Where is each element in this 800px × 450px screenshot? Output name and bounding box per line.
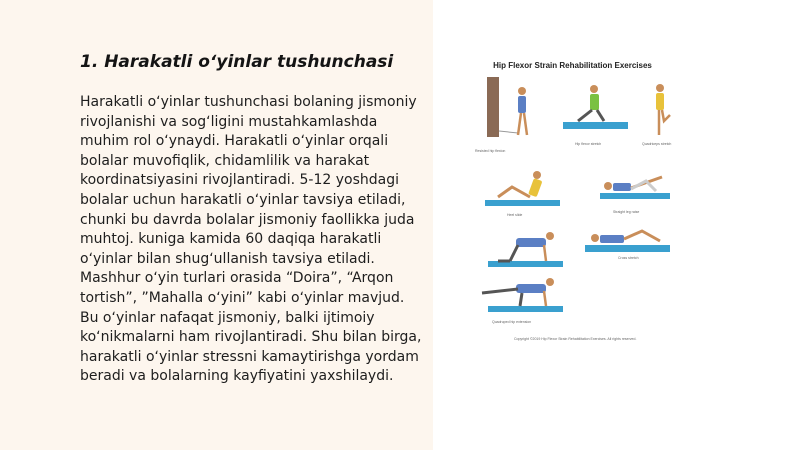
exercise-illustrations bbox=[470, 55, 705, 345]
arm-icon bbox=[544, 291, 546, 306]
caption-hip-flexor-stretch: Hip flexor stretch bbox=[575, 142, 602, 146]
caption-quadriceps-stretch: Quadriceps stretch bbox=[642, 142, 672, 146]
leg-icon bbox=[510, 245, 518, 261]
figure-title: Hip Flexor Strain Rehabilitation Exercises bbox=[493, 61, 652, 70]
resistance-band-icon bbox=[499, 131, 518, 133]
exercise-mat-icon bbox=[485, 200, 560, 206]
illustration-quadruped bbox=[488, 232, 563, 267]
torso-icon bbox=[656, 93, 664, 110]
illustration-heel-slide bbox=[485, 171, 560, 206]
illustration-resisted-hip-flexion bbox=[487, 77, 527, 137]
caption-cross-stretch: Cross stretch bbox=[618, 256, 639, 260]
torso-icon bbox=[528, 178, 542, 197]
leg-icon bbox=[578, 110, 592, 121]
torso-icon bbox=[613, 183, 631, 191]
head-icon bbox=[604, 182, 612, 190]
head-icon bbox=[590, 85, 598, 93]
bent-leg-icon bbox=[662, 110, 670, 121]
leg-icon bbox=[520, 293, 522, 306]
leg-icon bbox=[524, 113, 527, 135]
torso-icon bbox=[516, 284, 546, 293]
exercise-mat-icon bbox=[585, 245, 670, 252]
caption-straight-leg-raise: Straight leg raise bbox=[613, 210, 640, 214]
leg-icon bbox=[518, 113, 521, 135]
illustration-quadruped-hip-extension bbox=[482, 278, 563, 312]
leg-icon bbox=[482, 289, 518, 293]
leg-icon bbox=[597, 110, 604, 121]
leg-icon bbox=[498, 187, 530, 197]
head-icon bbox=[546, 232, 554, 240]
torso-icon bbox=[516, 238, 546, 247]
head-icon bbox=[656, 84, 664, 92]
arm-icon bbox=[544, 245, 546, 261]
exercise-figure bbox=[470, 55, 705, 345]
illustration-hip-flexor-stretch bbox=[563, 85, 628, 129]
head-icon bbox=[518, 87, 526, 95]
leg-icon bbox=[631, 181, 656, 191]
exercise-mat-icon bbox=[563, 122, 628, 129]
caption-heel-slide: Heel slide bbox=[507, 213, 523, 217]
slide-title: 1. Harakatli oʻyinlar tushunchasi bbox=[80, 52, 394, 72]
exercise-mat-icon bbox=[488, 306, 563, 312]
torso-icon bbox=[600, 235, 624, 243]
door-icon bbox=[487, 77, 499, 137]
caption-quadruped-hip-extension: Quadruped hip extension bbox=[492, 320, 532, 324]
torso-icon bbox=[518, 96, 526, 113]
leg-icon bbox=[624, 231, 660, 241]
head-icon bbox=[591, 234, 599, 242]
caption-resisted-hip-flexion: Resisted hip flexion bbox=[475, 149, 506, 153]
illustration-quadriceps-stretch bbox=[656, 84, 670, 135]
slide-body-text: Harakatli oʻyinlar tushunchasi bolaning jismoniy rivojlanishi va sogʻligini mustahkamlashda muhim rol oʻynaydi. Harakatli oʻyinlar orqali bolalar muvofiqlik, chidamlilik va harakat koordinatsiyasini rivojlantiradi. 5-12 yoshdagi bolalar uchun harakatli oʻyinlar tavsiya etiladi, chunki bu davrda bolalar jismoniy faollikka juda muhtoj. kuniga kamida 60 daqiqa harakatli oʻyinlar bilan shugʻullanish tavsiya etiladi. Mashhur oʻyin turlari orasida “Doira”, “Arqon tortish”, ”Mahalla oʻyini” kabi oʻyinlar mavjud. Bu oʻyinlar nafaqat jismoniy, balki ijtimoiy koʻnikmalarni ham rivojlantiradi. Shu bilan birga, harakatli oʻyinlar stressni kamaytirishga yordam beradi va bolalarning kayfiyatini yaxshilaydi. bbox=[80, 94, 422, 385]
head-icon bbox=[533, 171, 541, 179]
exercise-mat-icon bbox=[600, 193, 670, 199]
torso-icon bbox=[590, 94, 599, 110]
figure-copyright: Copyright ©2019 Hip Flexor Strain Rehabilitation Exercises. All rights reserved. bbox=[514, 337, 637, 341]
illustration-cross-stretch bbox=[585, 231, 670, 252]
head-icon bbox=[546, 278, 554, 286]
illustration-straight-leg-raise bbox=[600, 177, 670, 199]
